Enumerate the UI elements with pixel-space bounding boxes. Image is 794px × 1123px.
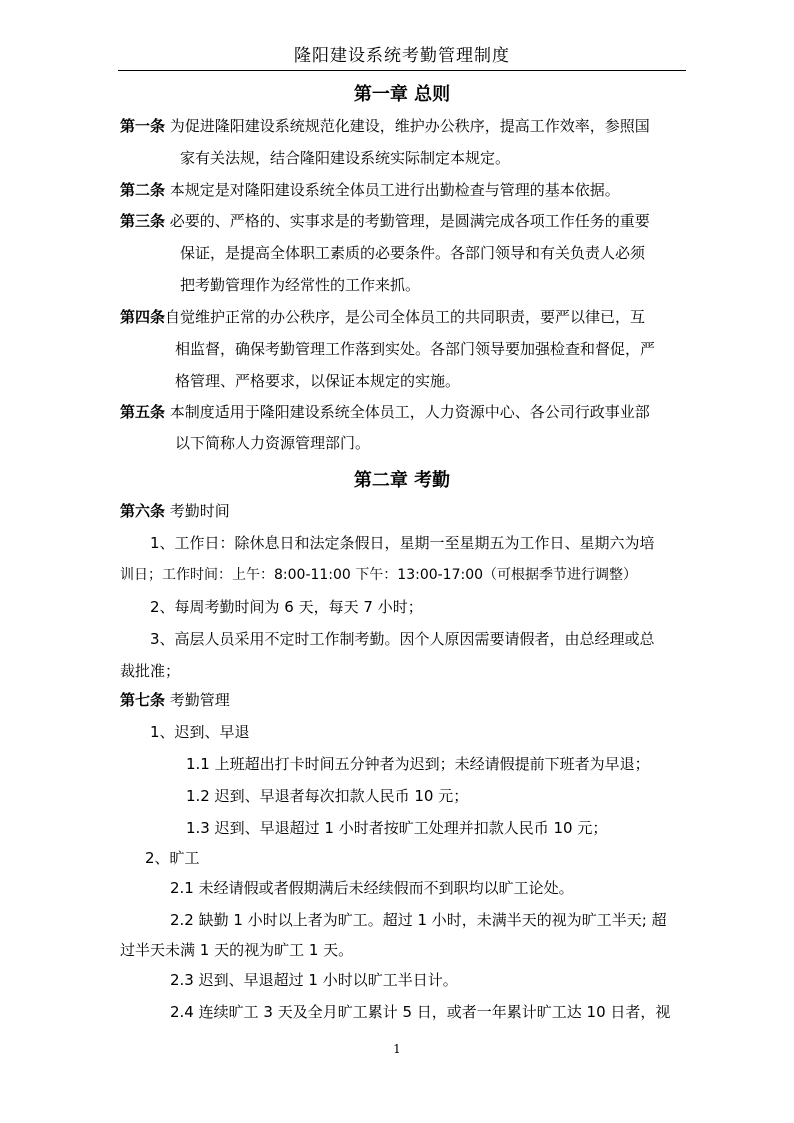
article-line: 2、每周考勤时间为 6 天，每天 7 小时； <box>150 598 423 616</box>
article-line: 相监督，确保考勤管理工作落到实处。各部门领导要加强检查和督促，严 <box>175 340 656 358</box>
article-line: 3、高层人员采用不定时工作制考勤。因个人原因需要请假者，由总经理或总 <box>150 630 655 648</box>
article-line <box>120 211 650 231</box>
article-line: 2.3 迟到、早退超过 1 小时以旷工半日计。 <box>170 971 458 989</box>
chapter-title: 第二章 考勤 <box>353 470 451 491</box>
article-line: 1.2 迟到、早退者每次扣款人民币 10 元； <box>186 787 469 805</box>
article-line: 2.1 未经请假或者假期满后未经续假而不到职均以旷工论处。 <box>170 879 574 897</box>
article-label: 第三条 <box>120 212 166 230</box>
article-text: 自觉维护正常的办公秩序，是公司全体员工的共同职责，要严以律已，互 <box>165 308 646 326</box>
article-line: 裁批准； <box>120 662 181 680</box>
article-line: 1、工作日：除休息日和法定条假日，星期一至星期五为工作日、星期六为培 <box>150 534 655 552</box>
article-line: 2、旷工 <box>145 849 200 867</box>
article-line: 2.4 连续旷工 3 天及全月旷工累计 5 日，或者一年累计旷工达 10 日者，视 <box>170 1003 671 1021</box>
article-line: 过半天未满 1 天的视为旷工 1 天。 <box>120 941 354 959</box>
article-line <box>120 307 645 327</box>
article-line: 1.3 迟到、早退超过 1 小时者按旷工处理并扣款人民币 10 元； <box>186 819 608 837</box>
page-header: 隆阳建设系统考勤管理制度 <box>118 44 686 71</box>
article-line <box>120 690 230 710</box>
article-text: 必要的、严格的、实事求是的考勤管理，是圆满完成各项工作任务的重要 <box>169 212 650 230</box>
article-line <box>120 180 620 200</box>
article-line: 1、迟到、早退 <box>150 723 250 741</box>
article-label: 第五条 <box>120 403 166 421</box>
article-line: 训日；工作时间：上午：8:00-11:00 下午：13:00-17:00（可根据季节进行调整） <box>120 567 638 583</box>
chapter-title: 第一章 总则 <box>353 84 451 105</box>
article-line: 把考勤管理作为经常性的工作来抓。 <box>180 276 421 294</box>
article-text: 本制度适用于隆阳建设系统全体员工，人力资源中心、各公司行政事业部 <box>169 403 650 421</box>
article-label: 第四条 <box>120 308 166 326</box>
article-line: 1.1 上班超出打卡时间五分钟者为迟到；未经请假提前下班者为早退； <box>186 755 650 773</box>
article-text: 考勤管理 <box>169 691 230 709</box>
article-label: 第七条 <box>120 691 166 709</box>
article-label: 第六条 <box>120 502 166 520</box>
article-label: 第二条 <box>120 181 166 199</box>
article-text: 为促进隆阳建设系统规范化建设，维护办公秩序，提高工作效率，参照国 <box>169 117 650 135</box>
article-line <box>120 402 650 422</box>
article-line <box>120 116 650 136</box>
article-text: 考勤时间 <box>169 502 230 520</box>
article-line: 格管理、严格要求，以保证本规定的实施。 <box>175 372 461 390</box>
article-text: 本规定是对隆阳建设系统全体员工进行出勤检查与管理的基本依据。 <box>169 181 620 199</box>
article-line: 家有关法规，结合隆阳建设系统实际制定本规定。 <box>180 149 511 167</box>
article-line <box>120 501 230 521</box>
page-number: 1 <box>393 1042 401 1056</box>
article-line: 2.2 缺勤 1 小时以上者为旷工。超过 1 小时，未满半天的视为旷工半天; 超 <box>170 911 667 929</box>
article-label: 第一条 <box>120 117 166 135</box>
article-line: 保证，是提高全体职工素质的必要条件。各部门领导和有关负责人必须 <box>180 244 646 262</box>
article-line: 以下简称人力资源管理部门。 <box>175 434 371 452</box>
